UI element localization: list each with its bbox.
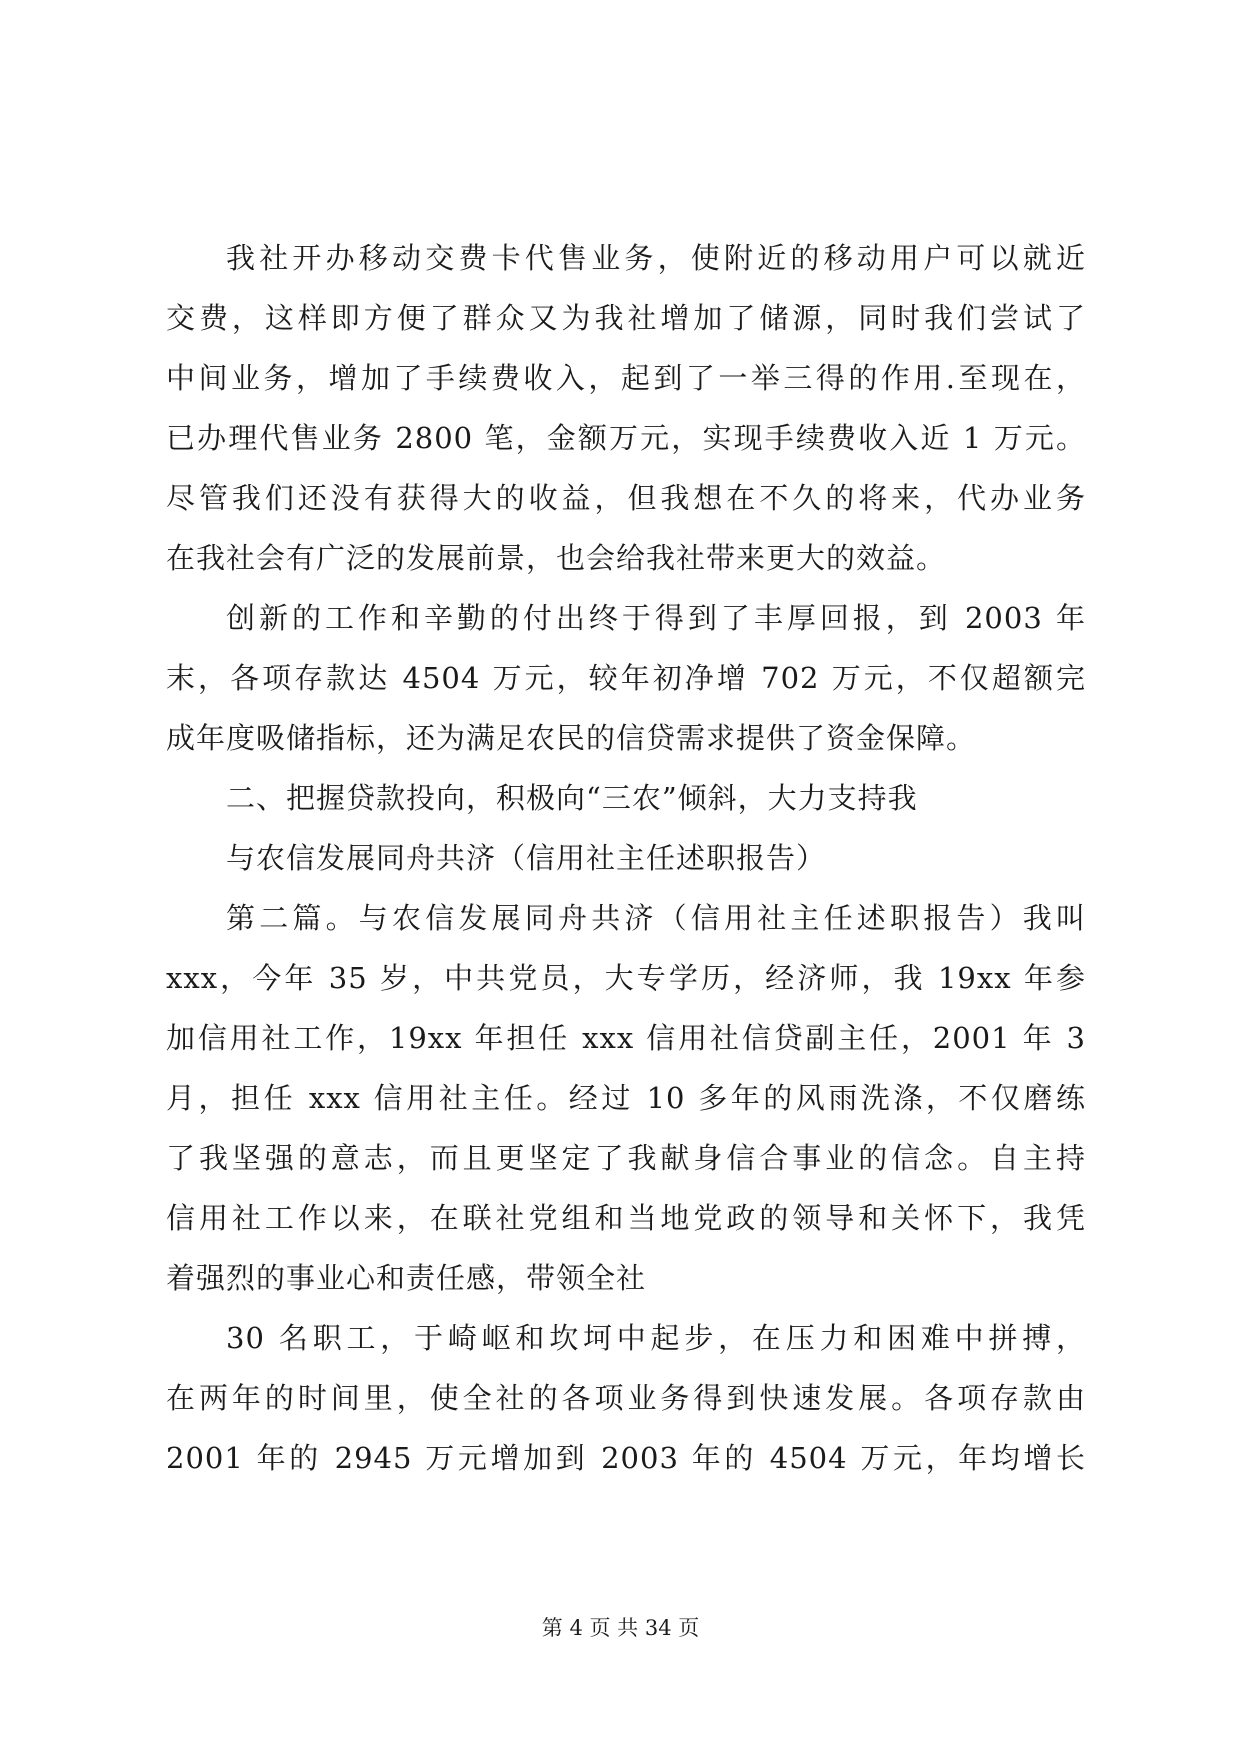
text-line: 在我社会有广泛的发展前景，也会给我社带来更大的效益。 [166, 541, 947, 575]
text-line: 了我坚强的意志，而且更坚定了我献身信合事业的信念。自主持 [166, 1141, 1086, 1175]
body-text [166, 228, 1086, 1488]
text-line: 2001 年的 2945 万元增加到 2003 年的 4504 万元，年均增长 [166, 1441, 1086, 1475]
text-line: 创新的工作和辛勤的付出终于得到了丰厚回报，到 2003 年 [226, 601, 1086, 635]
text-line: 月，担任 xxx 信用社主任。经过 10 多年的风雨洗涤，不仅磨练 [166, 1081, 1086, 1115]
text-line: 第二篇。与农信发展同舟共济（信用社主任述职报告）我叫 [226, 901, 1086, 935]
text-line: 在两年的时间里，使全社的各项业务得到快速发展。各项存款由 [166, 1381, 1086, 1415]
text-line: 我社开办移动交费卡代售业务，使附近的移动用户可以就近 [226, 241, 1086, 275]
text-line: xxx，今年 35 岁，中共党员，大专学历，经济师，我 19xx 年参 [166, 961, 1086, 995]
text-line: 成年度吸储指标，还为满足农民的信贷需求提供了资金保障。 [166, 721, 977, 755]
text-line: 与农信发展同舟共济（信用社主任述职报告） [226, 841, 827, 875]
text-line: 中间业务，增加了手续费收入，起到了一举三得的作用.至现在， [166, 361, 1086, 395]
text-line: 着强烈的事业心和责任感，带领全社 [166, 1261, 647, 1295]
text-line: 已办理代售业务 2800 笔，金额万元，实现手续费收入近 1 万元。 [166, 421, 1086, 455]
text-line: 二、把握贷款投向，积极向“三农”倾斜，大力支持我 [226, 781, 918, 815]
text-line: 加信用社工作，19xx 年担任 xxx 信用社信贷副主任，2001 年 3 [166, 1021, 1086, 1055]
text-line: 交费，这样即方便了群众又为我社增加了储源，同时我们尝试了 [166, 301, 1086, 335]
text-line: 末，各项存款达 4504 万元，较年初净增 702 万元，不仅超额完 [166, 661, 1086, 695]
text-line: 30 名职工，于崎岖和坎坷中起步，在压力和困难中拼搏， [226, 1321, 1086, 1355]
page-footer: 第 4 页 共 34 页 [541, 1616, 700, 1640]
text-line: 尽管我们还没有获得大的收益，但我想在不久的将来，代办业务 [166, 481, 1086, 515]
text-line: 信用社工作以来，在联社党组和当地党政的领导和关怀下，我凭 [166, 1201, 1086, 1235]
